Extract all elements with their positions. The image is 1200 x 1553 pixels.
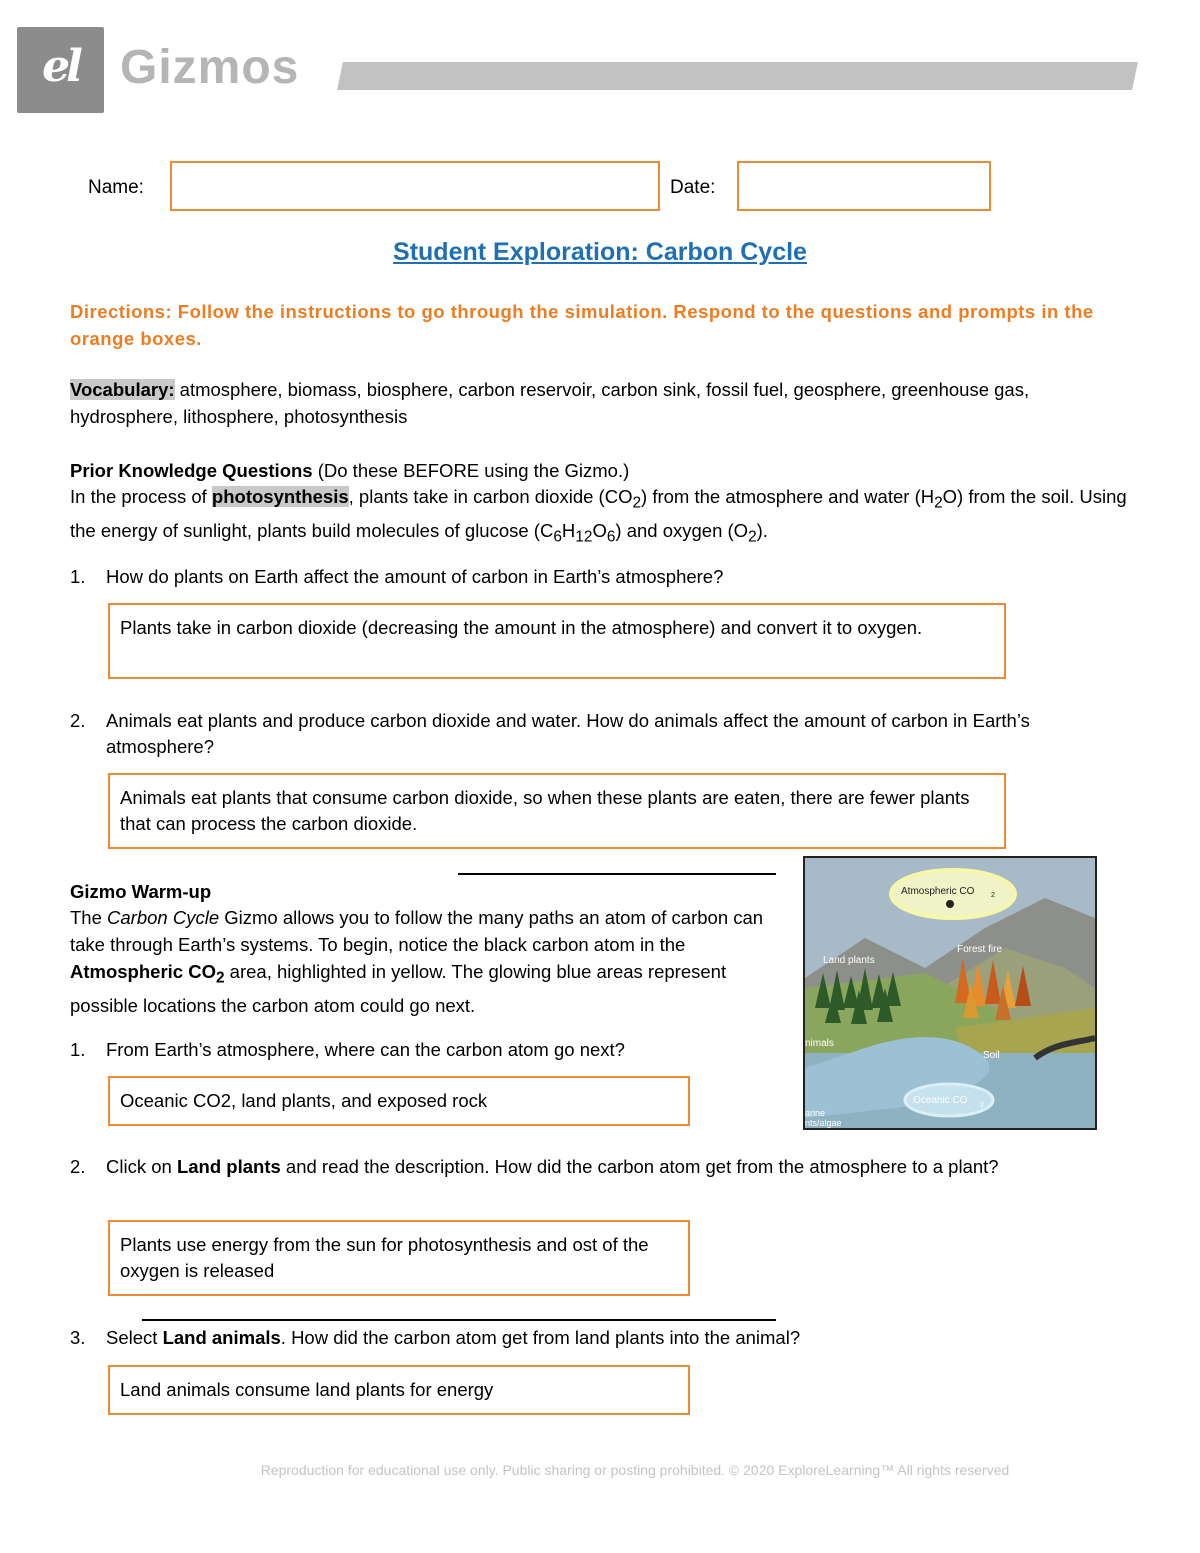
gizmos-logo: [17, 27, 104, 113]
vocabulary: [70, 376, 1130, 430]
photosynthesis-term: photosynthesis: [211, 486, 349, 507]
answer-box-warmup-1[interactable]: Oceanic CO2, land plants, and exposed rock: [108, 1076, 690, 1126]
svg-text:nts/algae: nts/algae: [805, 1118, 842, 1128]
answer-box-prior-1[interactable]: Plants take in carbon dioxide (decreasing the amount in the atmosphere) and convert it to oxygen.: [108, 603, 1006, 679]
name-label: Name:: [88, 177, 144, 198]
svg-text:2: 2: [980, 1102, 984, 1109]
warmup-question-1: 1. From Earth’s atmosphere, where can the carbon atom go next?: [70, 1039, 625, 1060]
vocabulary-label: Vocabulary:: [70, 379, 175, 400]
carbon-cycle-illustration: [805, 858, 1095, 1128]
prior-knowledge-intro: In the process of photosynthesis, plants take in carbon dioxide $(CO_2)$ from the atmosphere and water $(H_2O)$ from the soil. Using the energy of sunlight, plants build molecules of glucose $(C_6H_{12}O_6)$ and oxygen $(O_2)$.: [70, 486, 1127, 546]
brand-name: Gizmos: [120, 41, 300, 94]
warmup-heading: Gizmo Warm-up: [70, 881, 212, 902]
warmup-paragraph: The Carbon Cycle Gizmo allows you to follow the many paths an atom of carbon can take through Earth’s systems. To begin, notice the black carbon atom in the Atmospheric $CO_2$ area, highlighted in yellow. The glowing blue areas represent possible locations the carbon atom could go next.: [70, 907, 764, 1016]
logo-glyph: el: [42, 41, 79, 92]
svg-text:nimals: nimals: [805, 1038, 834, 1049]
date-label: Date:: [670, 177, 716, 198]
divider-line: [142, 1319, 776, 1321]
prior-question-2: 2. Animals eat plants and produce carbon dioxide and water. How do animals affect the amount of carbon in Earth’s atmosphere?: [70, 710, 1030, 757]
answer-box-warmup-2[interactable]: Plants use energy from the sun for photosynthesis and ost of the oxygen is released: [108, 1220, 690, 1296]
svg-text:2: 2: [991, 892, 995, 899]
svg-text:Oceanic CO: Oceanic CO: [913, 1095, 968, 1106]
page-title: Student Exploration: Carbon Cycle: [393, 238, 807, 266]
header-bar: [337, 62, 1138, 90]
prior-question-1: 1. How do plants on Earth affect the amount of carbon in Earth’s atmosphere?: [70, 566, 724, 587]
name-field[interactable]: [170, 161, 660, 211]
vocabulary-text: atmosphere, biomass, biosphere, carbon reservoir, carbon sink, fossil fuel, geosphere, greenhouse gas, hydrosphere, lithosphere, photosynthesis: [70, 379, 1030, 427]
svg-text:Atmospheric CO: Atmospheric CO: [901, 886, 975, 897]
carbon-cycle-gizmo-image: [803, 856, 1097, 1130]
date-field[interactable]: [737, 161, 991, 211]
warmup-question-3: 3. Select Land animals. How did the carbon atom get from land plants into the animal?: [70, 1327, 801, 1348]
svg-text:Forest fire: Forest fire: [957, 944, 1003, 955]
prior-knowledge-heading: Prior Knowledge Questions (Do these BEFORE using the Gizmo.): [70, 460, 630, 481]
divider-line: [458, 873, 776, 875]
answer-box-warmup-3[interactable]: Land animals consume land plants for energy: [108, 1365, 690, 1415]
svg-text:Land plants: Land plants: [823, 955, 875, 966]
warmup-question-2: 2. Click on Land plants and read the description. How did the carbon atom get from the atmosphere to a plant?: [70, 1156, 999, 1177]
footer: Reproduction for educational use only. Public sharing or posting prohibited. © 2020 ExploreLearning™ All rights reserved: [260, 1462, 1010, 1478]
answer-box-prior-2[interactable]: Animals eat plants that consume carbon dioxide, so when these plants are eaten, there are fewer plants that can process the carbon dioxide.: [108, 773, 1006, 849]
svg-text:Soil: Soil: [983, 1050, 1000, 1061]
svg-text:arine: arine: [805, 1108, 826, 1118]
directions: Directions: Follow the instructions to go through the simulation. Respond to the questions and prompts in the orange boxes.: [70, 301, 1094, 349]
